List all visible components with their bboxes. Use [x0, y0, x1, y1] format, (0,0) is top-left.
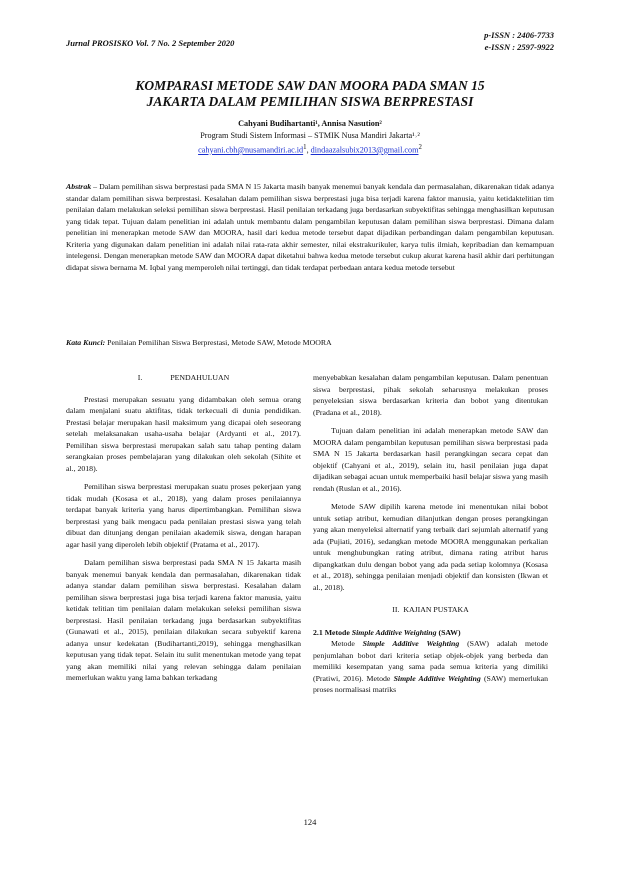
author-affiliation: Program Studi Sistem Informasi – STMIK Nusa Mandiri Jakarta¹˒² [200, 131, 420, 140]
paragraph: menyebabkan kesalahan dalam pengambilan keputusan. Dalam penentuan siswa berprestasi, pihak sekolah seharusnya melakukan proses penyeleksian siswa berdasarkan kriteria dan bobot yang ditentukan (Pradana et al., 2018). [313, 373, 548, 417]
section-number: I. [137, 373, 143, 382]
paragraph: Metode SAW dipilih karena metode ini menentukan nilai bobot untuk setiap atribut, kemudian dilanjutkan dengan proses perangkingan yang akan menyeleksi alternatif yang terbaik dari sejumlah alternatif yang ada (Pujiati, 2016), sedangkan metode MOORA menggunakan perkalian untuk menghubungkan rating atribut, dimana rating atribut harus dipangkatkan dulu dengan bobot yang ada pada setiap kolomnya (Kosasa et al., 2018), sehingga penilaian menjadi objektif dan konsisten (Ikwan et al., 2018). [313, 502, 548, 592]
section-title: KAJIAN PUSTAKA [403, 605, 469, 614]
right-column [313, 372, 548, 703]
section-title: PENDAHULUAN [170, 373, 230, 382]
subsection-heading-saw [313, 627, 548, 639]
issn-block [484, 29, 554, 53]
text-run: (SAW) memerlukan proses normalisasi matriks [313, 673, 548, 694]
author-block [60, 118, 560, 157]
section-number: II. [392, 605, 400, 614]
p-issn: p-ISSN : 2406-7733 [484, 30, 554, 40]
paragraph: Pemilihan siswa berprestasi merupakan suatu proses pekerjaan yang tidak mudah (Kosasa et al., 2018), yang dalam proses penilaiannya terdapat banyak kriteria yang harus dipertimbangkan. Pemilihan siswa berprestasi yang baik mengacu pada penilaian prestasi siswa yang telah dibuat dan ditunjang dengan penilaian akademik siswa, dengan harapan agar hasil yang diperoleh lebih objektif (Pratama et al., 2017). [66, 482, 301, 549]
keywords [66, 337, 554, 349]
paragraph [313, 638, 548, 696]
email-2-sup: 2 [418, 144, 422, 151]
text-run: Metode [331, 639, 363, 648]
paragraph: Dalam pemilihan siswa berprestasi pada SMA N 15 Jakarta masih banyak menemui banyak kendala dan permasalahan, dikarenakan tidak adanya standar dalam pemilihan siswa berprestasi. Kesalahan dalam pemilihan siswa berprestasi juga bisa terjadi karena faktor manusia, yaitu ketidak telitian tim penilaian dalam melakukan seleksi pemilihan siswa berprestasi. Hasil penilaian terkadang juga berdasarkan subyektifitas (Gunawati et al., 2015), penilaian dilakukan secara subyektif karena adanya unsur kedekatan (Budihartanti,2019), sehingga menghasilkan keputusan yang tidak tepat. Selain itu sulit menentukan metode yang tepat yang akan memiliki nilai yang relevan sehingga dalam penilaian memerlukan waktu yang lama bahkan terkadang [66, 558, 301, 682]
e-issn: e-ISSN : 2597-9922 [484, 42, 554, 52]
paragraph: Prestasi merupakan sesuatu yang didambakan oleh semua orang dalam menjalani suatu aktifitas, tidak terkecuali di dunia pendidikan. Prestasi belajar merupakan hasil maksimum yang dicapai oleh seseorang setelah melaksanakan usaha-usaha belajar (Ardyanti et al., 2017). Pemilihan siswa berprestasi merupakan salah satu tahap penting dalam serangkaian proses pembelajaran yang dilakukan oleh sekolah (Sihite et al., 2018). [66, 394, 301, 473]
email-1-sup: 1 [303, 144, 307, 151]
left-column [66, 372, 301, 691]
paragraph: Tujuan dalam penelitian ini adalah menerapkan metode SAW dan MOORA dalam pengambilan keputusan pemilihan siswa berprestasi pada SMA N 15 Jakarta berdasarkan hasil perangkingan secara cepat dan objektif (Cahyani et al., 2019), selain itu, hasil penilaian juga dapat dijadikan sebagai acuan untuk memperbaiki hasil belajar siswa yang masih rendah (Ruslan et al., 2016). [313, 426, 548, 493]
email-separator: , [306, 145, 311, 155]
term-emphasis: Simple Additive Weighting [393, 673, 481, 683]
title-line-1: KOMPARASI METODE SAW DAN MOORA PADA SMAN 15 [135, 78, 485, 93]
author-names: Cahyani Budihartanti¹, Annisa Nasution² [238, 119, 382, 128]
term-emphasis: Simple Additive Weighting [362, 639, 460, 648]
journal-header: Jurnal PROSISKO Vol. 7 No. 2 September 2020 [66, 38, 235, 48]
keywords-text: Penilaian Pemilihan Siswa Berprestasi, Metode SAW, Metode MOORA [105, 338, 332, 347]
subsection-number: 2.1 Metode [313, 627, 352, 637]
email-link-1[interactable]: cahyani.cbh@nusamandiri.ac.id [198, 145, 304, 155]
page-number: 124 [303, 817, 317, 827]
paper-title [60, 78, 560, 110]
abstract-text: – Dalam pemilihan siswa berprestasi pada SMA N 15 Jakarta masih banyak menemui banyak kendala dan permasalahan, dikarenakan tidak adanya standar dalam pemilihan siswa berprestasi. Kesalahan dalam pemilihan siswa berprestasi juga bisa terjadi karena faktor manusia, yaitu ketidaktelitian tim penilaian dalam melakukan seleksi pemilihan siswa berprestasi. Hasil penilaian terkadang juga berdasarkan subyektifitas sehingga menghasilkan keputusan yang tidak tepat. Tujuan dalam penelitian ini adalah untuk membantu dalam pengambilan keputusan dalam pemilihan siswa berprestasi. Dimana dalam penelitian ini menerapkan metode SAW dan MOORA, hasil dari kedua metode tersebut dapat dijadikan perbandingan dalam pengambilan keputusan. Kriteria yang digunakan dalam penelitian ini adalah nilai rata-rata akhir semester, nilai ekstrakurikuler, karya tulis ilmiah, kepribadian dan kemampuan intelegensi. Dengan menerapkan metode SAW dan MOORA dapat diketahui bahwa kedua metode tersebut cukup akurat karena hasil akhir dari perhitungan didapat siswa bernama M. Iqbal yang memperoleh nilai tertinggi, dan tidak terdapat perbedaan antara kedua metode tersebut [66, 182, 554, 272]
title-line-2: JAKARTA DALAM PEMILIHAN SISWA BERPRESTASI [146, 94, 474, 109]
section-heading-kajian-pustaka [313, 604, 548, 616]
email-link-2[interactable]: dindaazalsubix2013@gmail.com [310, 145, 419, 155]
author-emails [60, 142, 560, 157]
subsection-tail: (SAW) [436, 627, 461, 637]
section-heading-pendahuluan [66, 372, 301, 384]
keywords-label: Kata Kunci: [66, 338, 106, 347]
abstract-label: Abstrak [66, 182, 92, 191]
subsection-term: Simple Additive Weighting [351, 627, 437, 637]
abstract [66, 181, 554, 273]
text-run: (SAW) adalah metode penjumlahan bobot dari kriteria setiap objek-objek yang berbeda dan memiliki kesempatan yang sama pada semua kriteria yang dimiliki (Pratiwi, 2016). Metode [313, 639, 548, 683]
